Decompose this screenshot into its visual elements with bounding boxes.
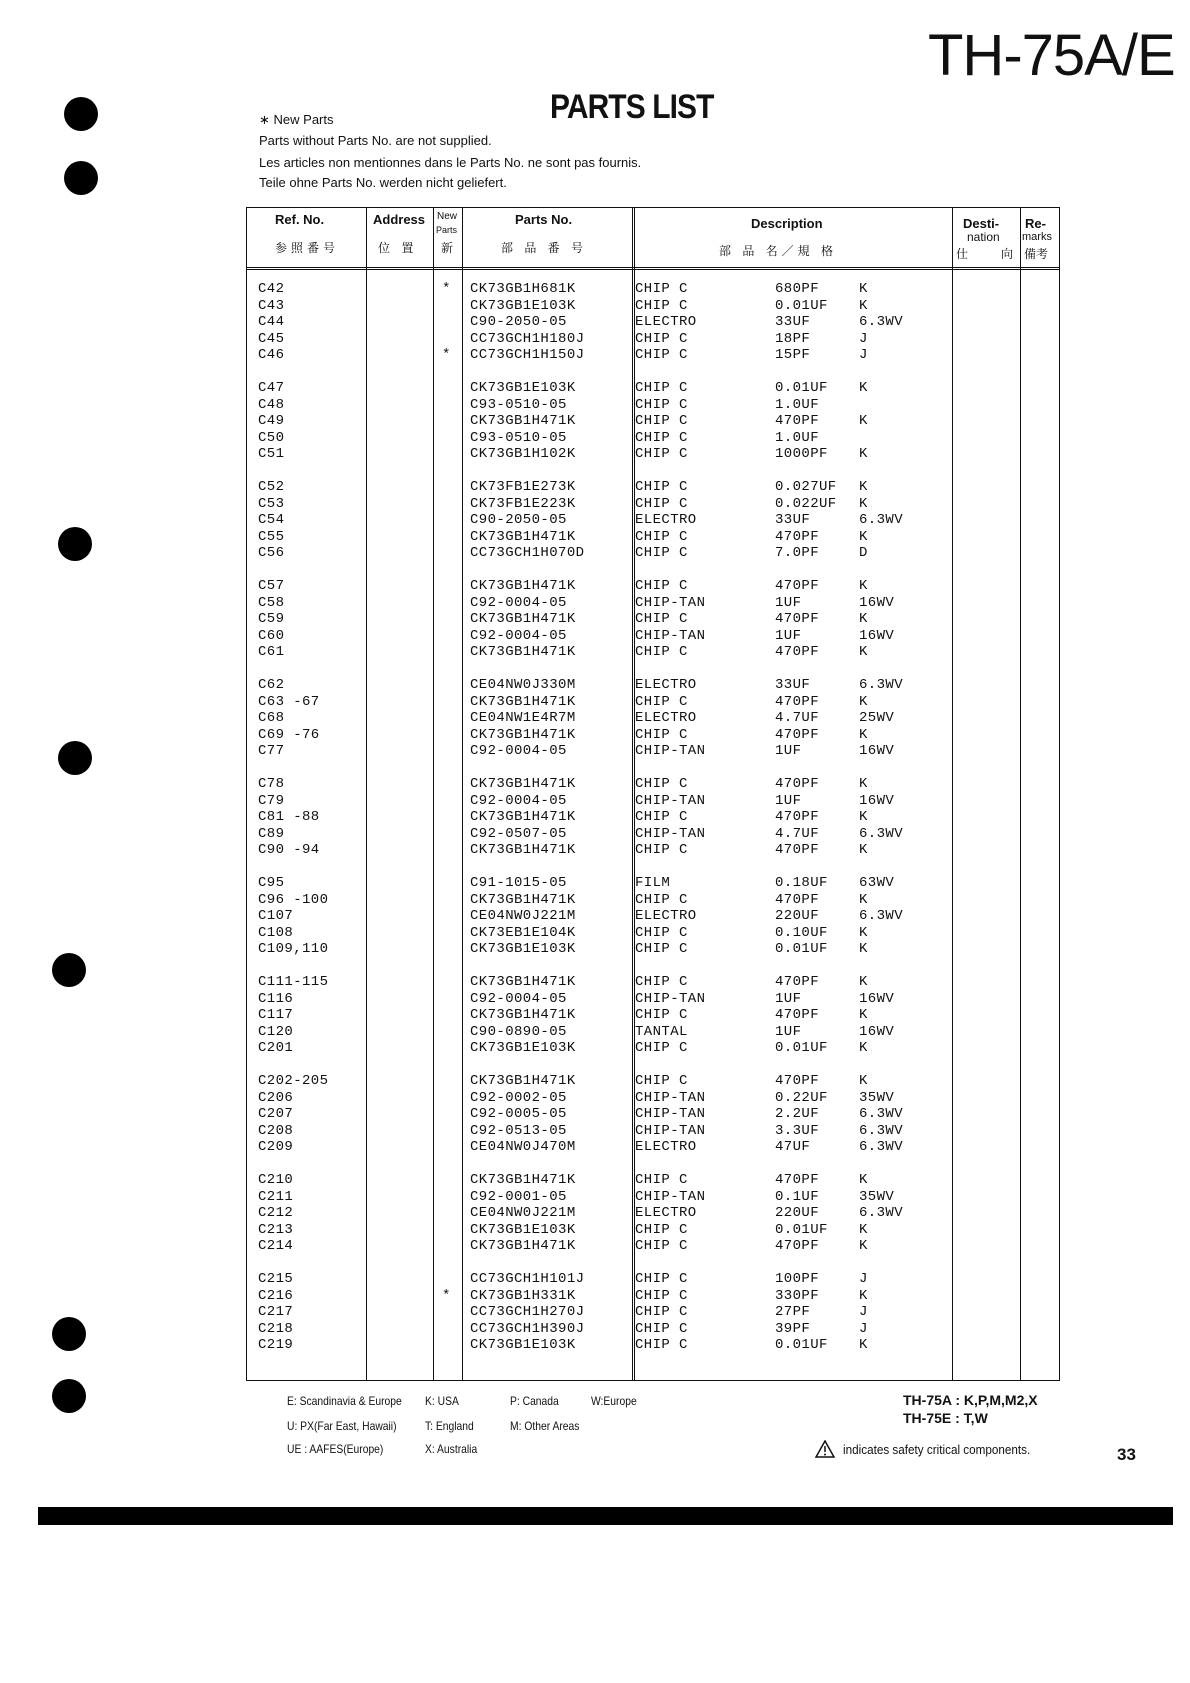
value-suffixes: 63WV K 6.3WV K K bbox=[859, 875, 904, 957]
part-numbers: CK73GB1H681K CK73GB1E103K C90-2050-05 CC73GCH1H180J CC73GCH1H150J bbox=[470, 281, 585, 363]
value-suffixes: K 16WV K 16WV K bbox=[859, 974, 895, 1056]
column-divider bbox=[366, 207, 367, 1381]
legend-t: T: England bbox=[425, 1419, 474, 1433]
new-parts-mark: ∗ bbox=[259, 112, 270, 127]
header-destination-jp-1: 仕 bbox=[956, 247, 969, 261]
ref-numbers: C47 C48 C49 C50 C51 bbox=[258, 380, 285, 462]
header-description-jp: 部 品 名／規 格 bbox=[719, 244, 838, 258]
part-numbers: CK73GB1H471K C92-0004-05 CK73GB1H471K C90-0890-05 CK73GB1E103K bbox=[470, 974, 576, 1056]
part-numbers: CK73GB1H471K C92-0002-05 C92-0005-05 C92-0513-05 CE04NW0J470M bbox=[470, 1073, 576, 1155]
value-suffixes: K 16WV K 16WV K bbox=[859, 578, 895, 660]
header-remarks-jp: 備考 bbox=[1024, 247, 1049, 261]
header-divider bbox=[246, 267, 1060, 270]
descriptions: CHIP C CHIP C CHIP C CHIP C CHIP C bbox=[635, 1271, 688, 1353]
ref-numbers: C210 C211 C212 C213 C214 bbox=[258, 1172, 294, 1254]
header-remarks: Re- bbox=[1025, 216, 1046, 231]
new-part-marks: * * bbox=[442, 281, 451, 363]
descriptions: ELECTRO CHIP C ELECTRO CHIP C CHIP-TAN bbox=[635, 677, 706, 759]
descriptions: CHIP C CHIP C ELECTRO CHIP C CHIP C bbox=[635, 281, 697, 363]
ref-numbers: C52 C53 C54 C55 C56 bbox=[258, 479, 285, 561]
descriptions: CHIP C CHIP C CHIP C CHIP C CHIP C bbox=[635, 380, 688, 462]
part-numbers: CE04NW0J330M CK73GB1H471K CE04NW1E4R7M CK73GB1H471K C92-0004-05 bbox=[470, 677, 576, 759]
new-parts-label: New Parts bbox=[273, 112, 334, 127]
value-suffixes: 6.3WV K 25WV K 16WV bbox=[859, 677, 904, 759]
values: 470PF 1UF 470PF 4.7UF 470PF bbox=[775, 776, 820, 858]
ref-numbers: C111-115 C116 C117 C120 C201 bbox=[258, 974, 329, 1056]
descriptions: CHIP C CHIP C ELECTRO CHIP C CHIP C bbox=[635, 479, 697, 561]
header-address: Address bbox=[373, 212, 426, 227]
value-suffixes: K K K bbox=[859, 380, 868, 462]
punch-hole bbox=[64, 161, 98, 195]
value-suffixes: K 16WV K 6.3WV K bbox=[859, 776, 904, 858]
legend-u: U: PX(Far East, Hawaii) bbox=[287, 1419, 397, 1433]
legend-ue: UE : AAFES(Europe) bbox=[287, 1442, 384, 1456]
part-numbers: C91-1015-05 CK73GB1H471K CE04NW0J221M CK73EB1E104K CK73GB1E103K bbox=[470, 875, 576, 957]
header-new: New bbox=[437, 211, 458, 222]
warning-triangle-icon bbox=[815, 1440, 835, 1458]
safety-note: indicates safety critical components. bbox=[843, 1442, 1031, 1457]
descriptions: CHIP C CHIP-TAN ELECTRO CHIP C CHIP C bbox=[635, 1172, 706, 1254]
value-suffixes: K K 6.3WV J J bbox=[859, 281, 904, 363]
punch-hole bbox=[52, 953, 86, 987]
model-title: TH-75A/E bbox=[928, 23, 1175, 88]
punch-hole bbox=[58, 527, 92, 561]
ref-numbers: C57 C58 C59 C60 C61 bbox=[258, 578, 285, 660]
value-suffixes: K 35WV 6.3WV K K bbox=[859, 1172, 904, 1254]
new-part-marks: * bbox=[442, 1287, 451, 1304]
values: 0.01UF 1.0UF 470PF 1.0UF 1000PF bbox=[775, 380, 828, 462]
header-destination: Desti- bbox=[963, 216, 1000, 231]
header-destination-2: nation bbox=[967, 230, 1000, 244]
punch-hole bbox=[52, 1379, 86, 1413]
part-numbers: CK73GB1E103K C93-0510-05 CK73GB1H471K C93-0510-05 CK73GB1H102K bbox=[470, 380, 576, 462]
values: 0.18UF 470PF 220UF 0.10UF 0.01UF bbox=[775, 875, 828, 957]
bottom-rule bbox=[38, 1507, 1173, 1525]
ref-numbers: C95 C96 -100 C107 C108 C109,110 bbox=[258, 875, 329, 957]
value-suffixes: J K J J K bbox=[859, 1271, 868, 1353]
part-numbers: CC73GCH1H101J CK73GB1H331K CC73GCH1H270J CC73GCH1H390J CK73GB1E103K bbox=[470, 1271, 585, 1353]
column-divider bbox=[462, 207, 463, 1381]
header-new-parts: Parts bbox=[436, 225, 458, 235]
parts-table bbox=[246, 207, 1060, 1381]
ref-numbers: C215 C216 C217 C218 C219 bbox=[258, 1271, 294, 1353]
value-suffixes: K K 6.3WV K D bbox=[859, 479, 904, 561]
header-parts-no-jp: 部 品 番 号 bbox=[501, 241, 588, 255]
legend-p: P: Canada bbox=[510, 1394, 559, 1408]
part-numbers: CK73FB1E273K CK73FB1E223K C90-2050-05 CK73GB1H471K CC73GCH1H070D bbox=[470, 479, 585, 561]
value-suffixes: K 35WV 6.3WV 6.3WV 6.3WV bbox=[859, 1073, 904, 1155]
column-divider bbox=[1020, 207, 1021, 1381]
descriptions: CHIP C CHIP-TAN CHIP C TANTAL CHIP C bbox=[635, 974, 706, 1056]
ref-numbers: C62 C63 -67 C68 C69 -76 C77 bbox=[258, 677, 320, 759]
values: 680PF 0.01UF 33UF 18PF 15PF bbox=[775, 281, 828, 363]
legend-e: E: Scandinavia & Europe bbox=[287, 1394, 402, 1408]
column-divider bbox=[952, 207, 953, 1381]
header-remarks-2: marks bbox=[1022, 231, 1052, 243]
destination-codes-a: TH-75A : K,P,M,M2,X bbox=[903, 1392, 1038, 1408]
descriptions: FILM CHIP C ELECTRO CHIP C CHIP C bbox=[635, 875, 697, 957]
punch-hole bbox=[52, 1317, 86, 1351]
legend-k: K: USA bbox=[425, 1394, 459, 1408]
ref-numbers: C42 C43 C44 C45 C46 bbox=[258, 281, 285, 363]
punch-hole bbox=[64, 97, 98, 131]
destination-codes-e: TH-75E : T,W bbox=[903, 1410, 988, 1426]
values: 470PF 1UF 470PF 1UF 0.01UF bbox=[775, 974, 828, 1056]
note-french: Les articles non mentionnes dans le Parts No. ne sont pas fournis. bbox=[259, 155, 642, 170]
ref-numbers: C202-205 C206 C207 C208 C209 bbox=[258, 1073, 329, 1155]
values: 33UF 470PF 4.7UF 470PF 1UF bbox=[775, 677, 820, 759]
note-german: Teile ohne Parts No. werden nicht geliefert. bbox=[259, 175, 507, 190]
values: 470PF 0.22UF 2.2UF 3.3UF 47UF bbox=[775, 1073, 828, 1155]
new-parts-note bbox=[259, 112, 334, 128]
punch-hole bbox=[58, 741, 92, 775]
ref-numbers: C78 C79 C81 -88 C89 C90 -94 bbox=[258, 776, 320, 858]
part-numbers: CK73GB1H471K C92-0004-05 CK73GB1H471K C92-0507-05 CK73GB1H471K bbox=[470, 776, 576, 858]
header-ref-jp: 参照番号 bbox=[275, 241, 340, 255]
header-ref: Ref. No. bbox=[275, 212, 325, 227]
note-english: Parts without Parts No. are not supplied. bbox=[259, 133, 492, 148]
legend-x: X: Australia bbox=[425, 1442, 478, 1456]
header-new-jp: 新 bbox=[441, 241, 458, 255]
page-number: 33 bbox=[1117, 1445, 1136, 1464]
header-description: Description bbox=[751, 216, 823, 231]
legend-w: W:Europe bbox=[591, 1394, 637, 1408]
values: 470PF 0.1UF 220UF 0.01UF 470PF bbox=[775, 1172, 828, 1254]
descriptions: CHIP C CHIP-TAN CHIP C CHIP-TAN CHIP C bbox=[635, 578, 706, 660]
values: 0.027UF 0.022UF 33UF 470PF 7.0PF bbox=[775, 479, 837, 561]
values: 470PF 1UF 470PF 1UF 470PF bbox=[775, 578, 820, 660]
page-title: PARTS LIST bbox=[550, 88, 714, 126]
header-parts-no: Parts No. bbox=[515, 212, 573, 227]
header-address-jp: 位 置 bbox=[378, 241, 418, 255]
values: 100PF 330PF 27PF 39PF 0.01UF bbox=[775, 1271, 828, 1353]
part-numbers: CK73GB1H471K C92-0001-05 CE04NW0J221M CK73GB1E103K CK73GB1H471K bbox=[470, 1172, 576, 1254]
part-numbers: CK73GB1H471K C92-0004-05 CK73GB1H471K C92-0004-05 CK73GB1H471K bbox=[470, 578, 576, 660]
header-destination-jp-2: 向 bbox=[1001, 247, 1014, 261]
column-divider bbox=[433, 207, 434, 1381]
descriptions: CHIP C CHIP-TAN CHIP C CHIP-TAN CHIP C bbox=[635, 776, 706, 858]
legend-m: M: Other Areas bbox=[510, 1419, 580, 1433]
descriptions: CHIP C CHIP-TAN CHIP-TAN CHIP-TAN ELECTRO bbox=[635, 1073, 706, 1155]
